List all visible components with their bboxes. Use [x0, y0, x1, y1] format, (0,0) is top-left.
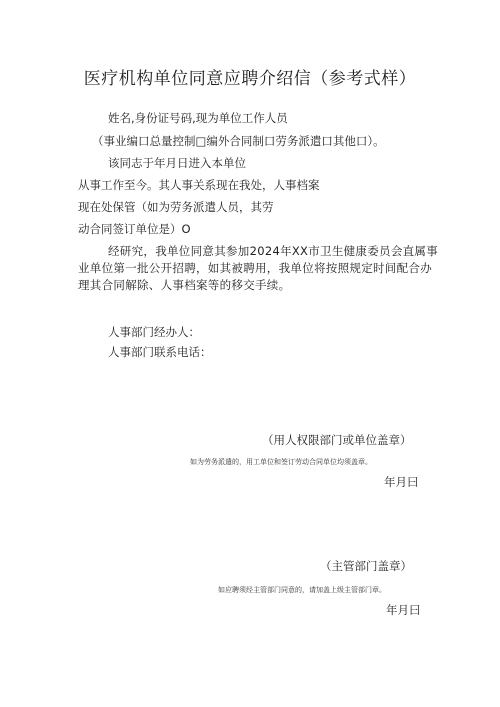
employer-seal-date: 年月曰	[384, 475, 419, 489]
contract-unit-line: 动合同签订单位是）O	[78, 222, 191, 236]
entry-date-line: 该同志于年月日进入本单位	[108, 156, 246, 170]
supervisor-seal-date: 年月曰	[386, 603, 421, 617]
document-title: 医疗机构单位同意应聘介绍信（参考式样）	[83, 69, 417, 89]
work-relation-line: 从事工作至今。其人事关系现在我处，人事档案	[78, 178, 320, 192]
employer-seal-label: （用人权限部门或单位盖章）	[262, 433, 412, 447]
consent-paragraph: 经研究，我单位同意其参加2024年XX市卫生健康委员会直属事业单位第一批公开招聘，如其被聘用，我单位将按照规定时间配合办理其合同解除、人事档案等的移交手续。	[78, 244, 439, 292]
hr-phone-label: 人事部门联系电话：	[108, 345, 212, 359]
employment-type-line: （事业编口总量控制□编外合同制口劳务派遣口其他口）。	[92, 134, 385, 148]
supervisor-seal-label: （主管部门盖章）	[320, 559, 412, 573]
hr-handler-label: 人事部门经办人：	[108, 325, 200, 339]
identity-line: 姓名,身份证号码,现为单位工作人员	[108, 111, 288, 125]
employer-seal-note: 如为劳务派遣的，用工单位和签订劳动合同单位均须盖章。	[190, 458, 372, 466]
supervisor-seal-note: 如应聘须经主管部门同意的，请加盖上级主管部门章。	[218, 586, 386, 594]
archive-custody-line: 现在处保管（如为劳务派遣人员，其劳	[78, 200, 274, 214]
